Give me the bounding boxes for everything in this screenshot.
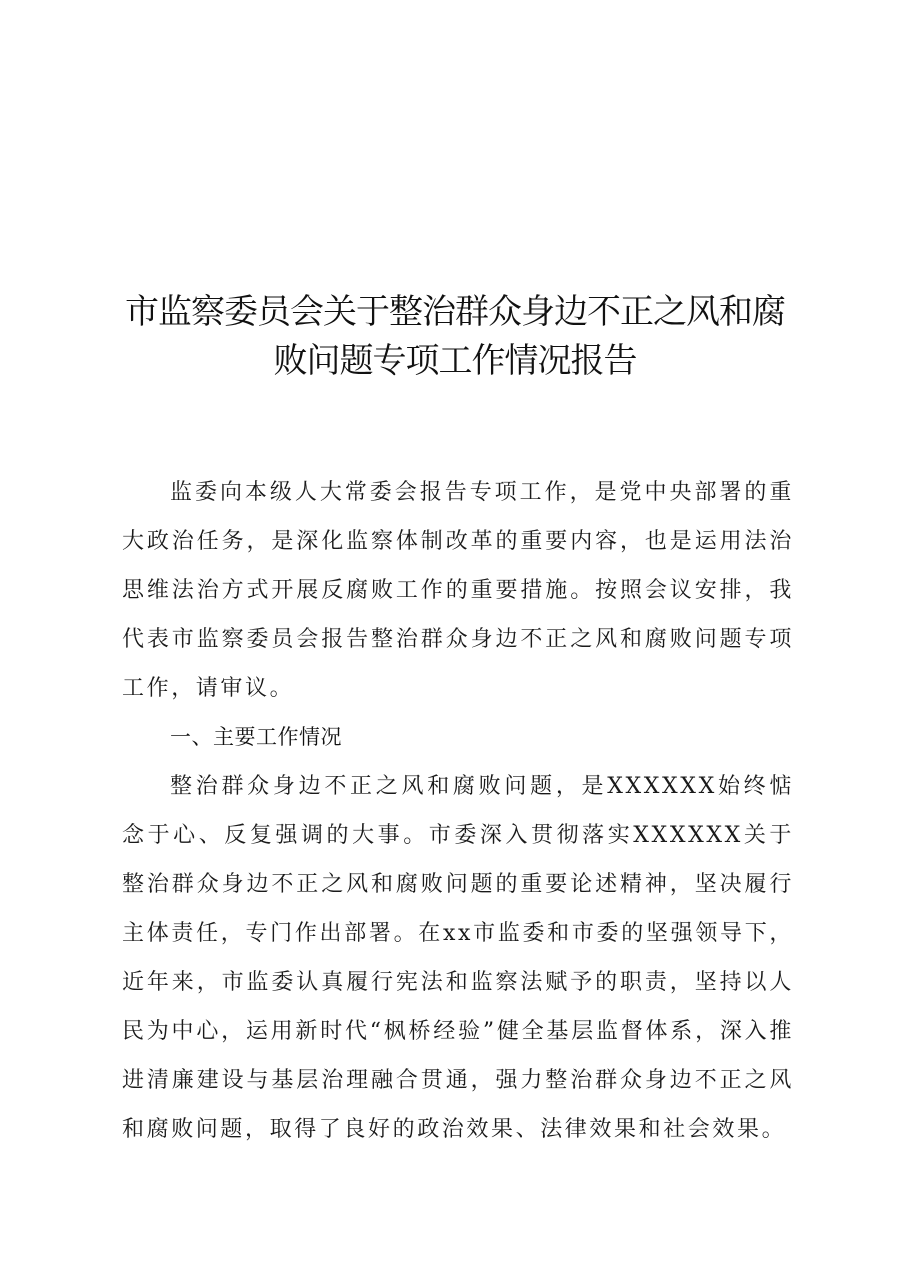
intro-paragraph: 监委向本级人大常委会报告专项工作，是党中央部署的重大政治任务，是深化监察体制改革的重要内容，也是运用法治思维法治方式开展反腐败工作的重要措施。按照会议安排，我代表市监察委员会报告整治群众身边不正之风和腐败问题专项工作，请审议。 xyxy=(122,480,794,701)
section-paragraph: 整治群众身边不正之风和腐败问题，是XXXXXX始终惦念于心、反复强调的大事。市委深入贯彻落实XXXXXX关于整治群众身边不正之风和腐败问题的重要论述精神，坚决履行主体责任，专门作出部署。在xx市监委和市委的坚强领导下，近年来，市监委认真履行宪法和监察法赋予的职责，坚持以人民为中心，运用新时代“枫桥经验”健全基层监督体系，深入推进清廉建设与基层治理融合贯通，强力整治群众身边不正之风和腐败问题，取得了良好的政治效果、法律效果和社会效果。 xyxy=(122,774,794,1142)
title-line-2: 败问题专项工作情况报告 xyxy=(273,341,637,381)
section-heading: 一、主要工作情况 xyxy=(170,725,342,749)
document-title xyxy=(110,288,800,386)
title-line-1: 市监察委员会关于整治群众身边不正之风和腐 xyxy=(125,292,785,332)
document-body xyxy=(122,468,794,1154)
